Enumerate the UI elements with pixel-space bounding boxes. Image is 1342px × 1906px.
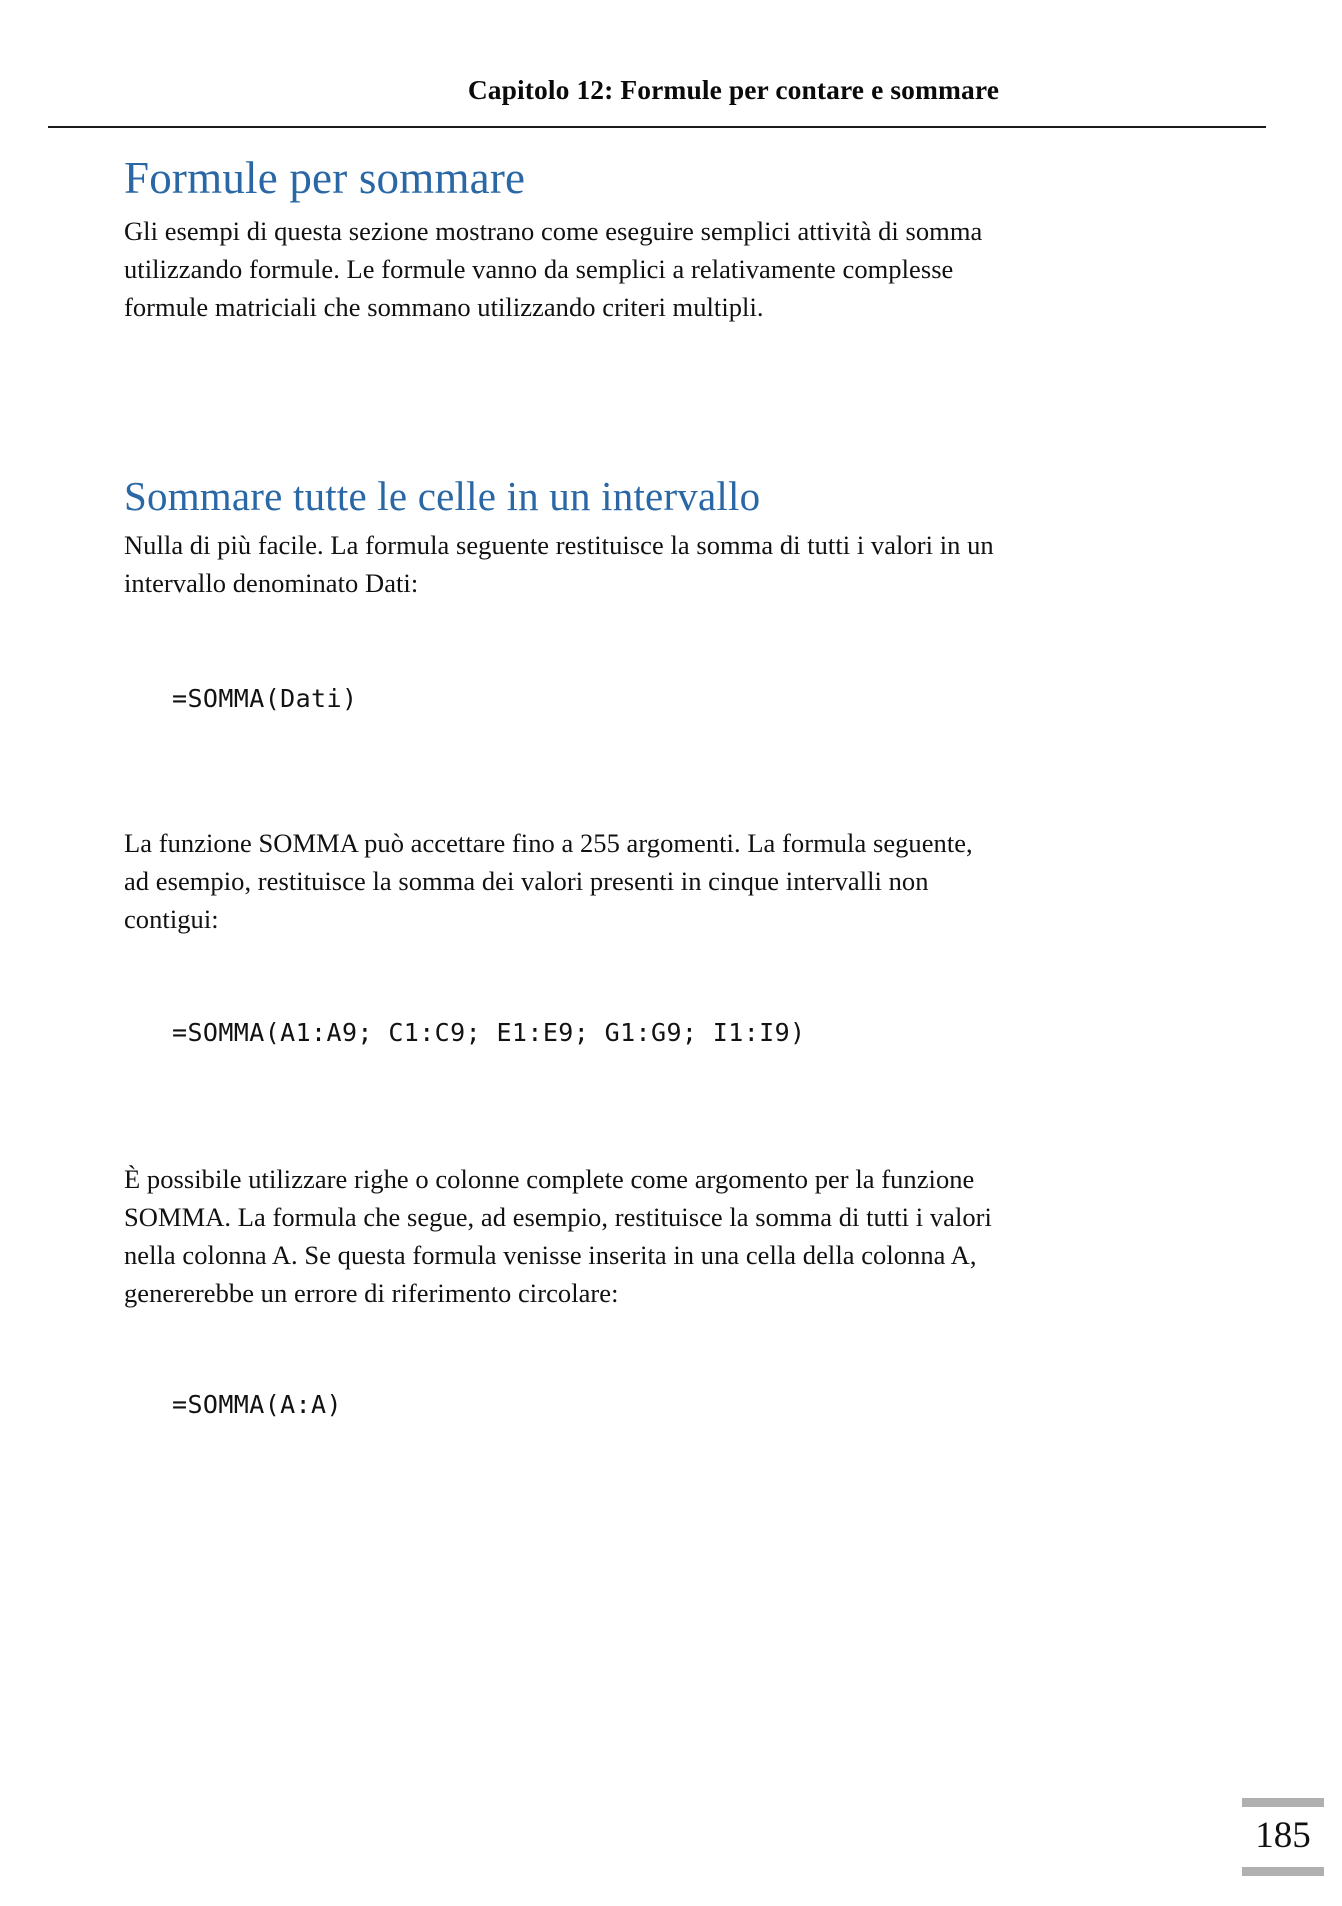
folio-bar-top (1242, 1798, 1324, 1807)
header-divider-rule (48, 126, 1266, 128)
paragraph-colonne-complete: È possibile utilizzare righe o colonne complete come argomento per la funzione SOMMA. La formula che segue, ad esempio, restituisce la somma di tutti i valori nella colonna A. Se questa formula venisse inserita in una cella della colonna A, genererebbe un errore di riferimento circolare: (124, 1163, 992, 1308)
paragraph-sommare-intervallo: Nulla di più facile. La formula seguente restituisce la somma di tutti i valori in un intervallo denominato Dati: (124, 529, 994, 598)
spacer (124, 938, 1004, 1016)
spacer (124, 602, 1004, 682)
spacer (124, 202, 1004, 212)
folio-bar-bottom (1242, 1867, 1324, 1876)
spacer (124, 1312, 1004, 1388)
intro-paragraph: Gli esempi di questa sezione mostrano come eseguire semplici attività di somma utilizzando formule. Le formule vanno da semplici a relativamente complesse formule matriciali che sommano utilizzando criteri multipli. (124, 215, 983, 322)
page-content (124, 150, 1004, 1422)
code-block-somma-intervalli-non-contigui: =SOMMA(A1:A9; C1:C9; E1:E9; G1:G9; I1:I9) (172, 1017, 806, 1047)
code-block-somma-dati: =SOMMA(Dati) (172, 683, 358, 713)
page-folio (1242, 1798, 1324, 1876)
page-number: 185 (1255, 1815, 1311, 1856)
spacer (124, 326, 1004, 476)
spacer (124, 1050, 1004, 1160)
code-block-somma-colonna-a: =SOMMA(A:A) (172, 1389, 342, 1419)
running-header-title: Capitolo 12: Formule per contare e sommare (467, 74, 999, 105)
paragraph-argomenti-multipli: La funzione SOMMA può accettare fino a 255 argomenti. La formula seguente, ad esempio, restituisce la somma dei valori presenti in cinque intervalli non contigui: (124, 827, 973, 934)
spacer (124, 518, 1004, 526)
section-heading-sommare-tutte-le-celle: Sommare tutte le celle in un intervallo (124, 472, 761, 519)
spacer (124, 716, 1004, 824)
section-heading-formule-per-sommare: Formule per sommare (124, 153, 526, 203)
